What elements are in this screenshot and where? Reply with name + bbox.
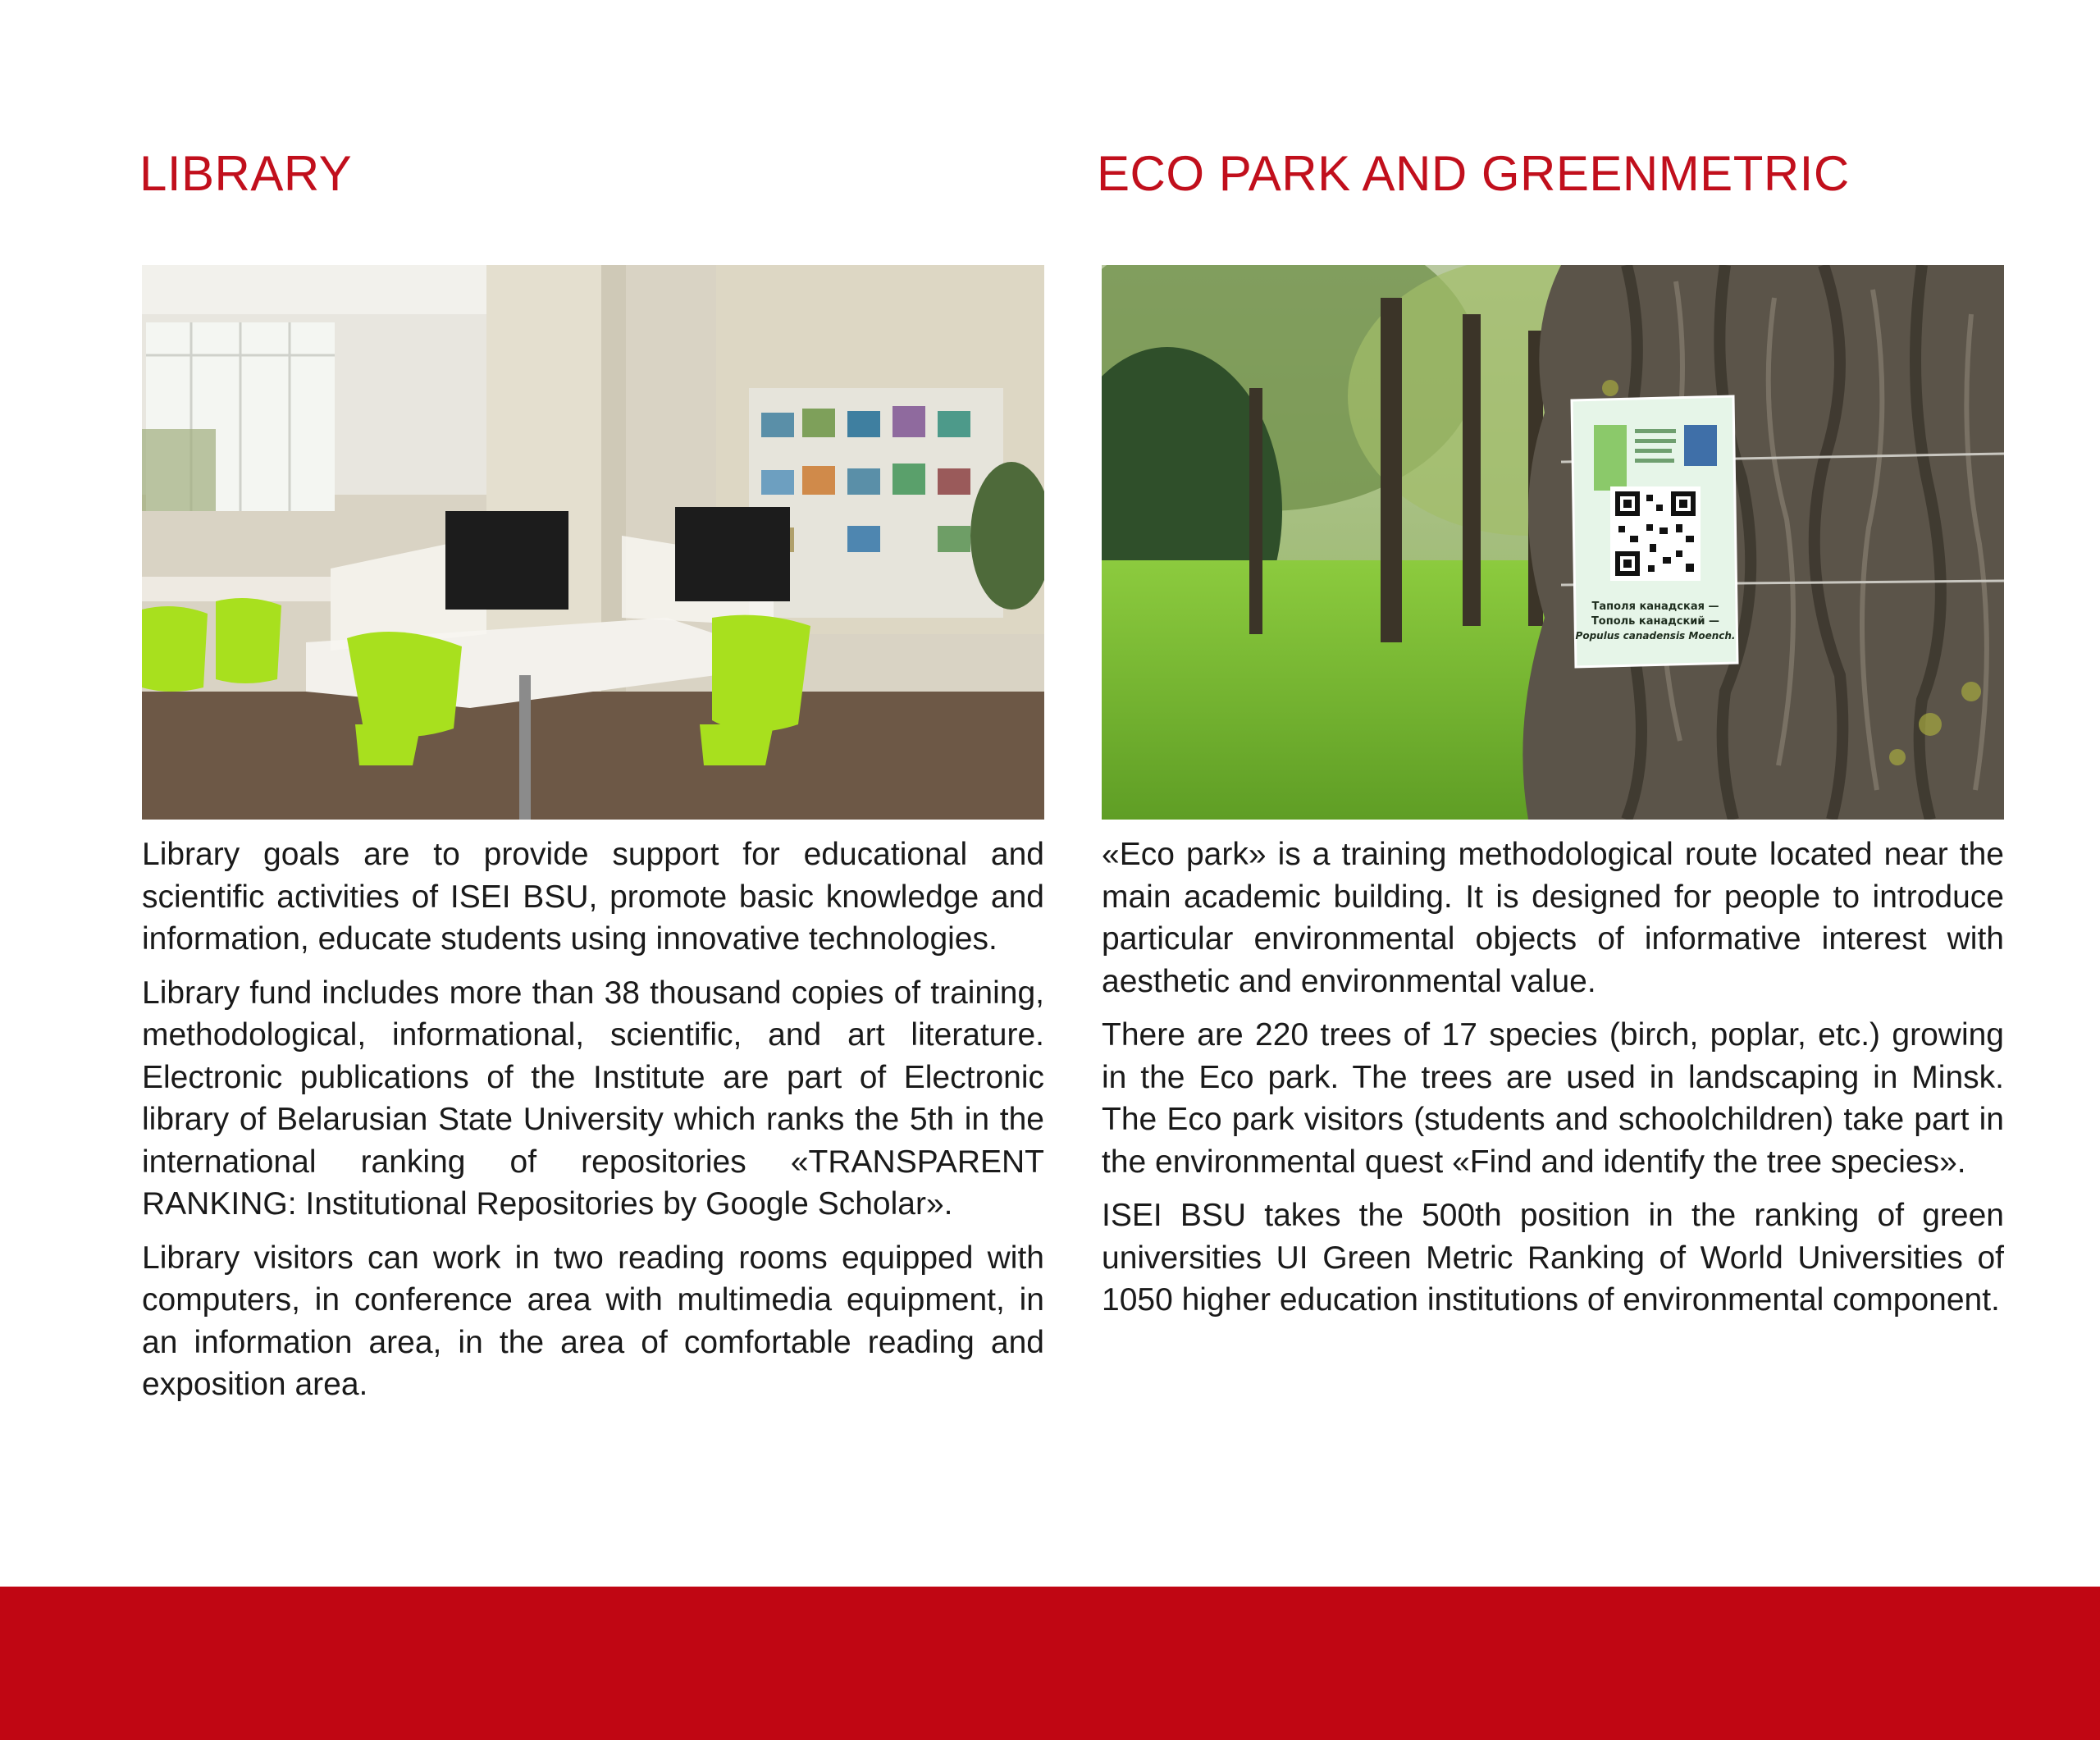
footer-band: [0, 1587, 2100, 1740]
sign-line-3: Populus canadensis Moench.: [1575, 630, 1736, 642]
library-paragraph-2: Library fund includes more than 38 thousand copies of training, methodological, informational, scientific, and art literature. Electronic publications of the Institute are part of Electronic library of Belarusian State University which ranks the 5th in the international ranking of repositories «TRANSPARENT RANKING: Institutional Repositories by Google Scholar».: [142, 975, 1044, 1222]
ecopark-paragraph-2: There are 220 trees of 17 species (birch, poplar, etc.) growing in the Eco park. The trees are used in landscaping in Minsk. The Eco park visitors (students and schoolchildren) take part in the environmental quest «Find and identify the tree species».: [1102, 1017, 2004, 1180]
library-heading: LIBRARY: [139, 146, 353, 201]
ecopark-text: [1102, 833, 2004, 1333]
ecopark-paragraph-3: ISEI BSU takes the 500th position in the ranking of green universities UI Green Metric Ranking of World Universities of 1050 higher education institutions of environmental component.: [1102, 1198, 2004, 1318]
library-text: [142, 833, 1044, 1418]
library-paragraph-3: Library visitors can work in two reading rooms equipped with computers, in conference area with multimedia equipment, in an information area, in the area of comfortable reading and exposition area.: [142, 1240, 1044, 1402]
ecopark-photo: [1102, 265, 2004, 820]
ecopark-heading: ECO PARK AND GREENMETRIC: [1097, 146, 1850, 201]
library-photo: [142, 265, 1044, 820]
sign-line-1: Таполя канадская —: [1591, 601, 1719, 613]
library-room-image: [142, 265, 1044, 820]
sign-line-2: Тополь канадский —: [1591, 615, 1720, 628]
ecopark-tree-image: [1102, 265, 2004, 820]
library-paragraph-1: Library goals are to provide support for educational and scientific activities of ISEI BSU, promote basic knowledge and information, educate students using innovative technologies.: [142, 837, 1044, 957]
ecopark-paragraph-1: «Eco park» is a training methodological route located near the main academic building. It is designed for people to introduce particular environmental objects of informative interest with aesthetic and environmental value.: [1102, 837, 2004, 999]
